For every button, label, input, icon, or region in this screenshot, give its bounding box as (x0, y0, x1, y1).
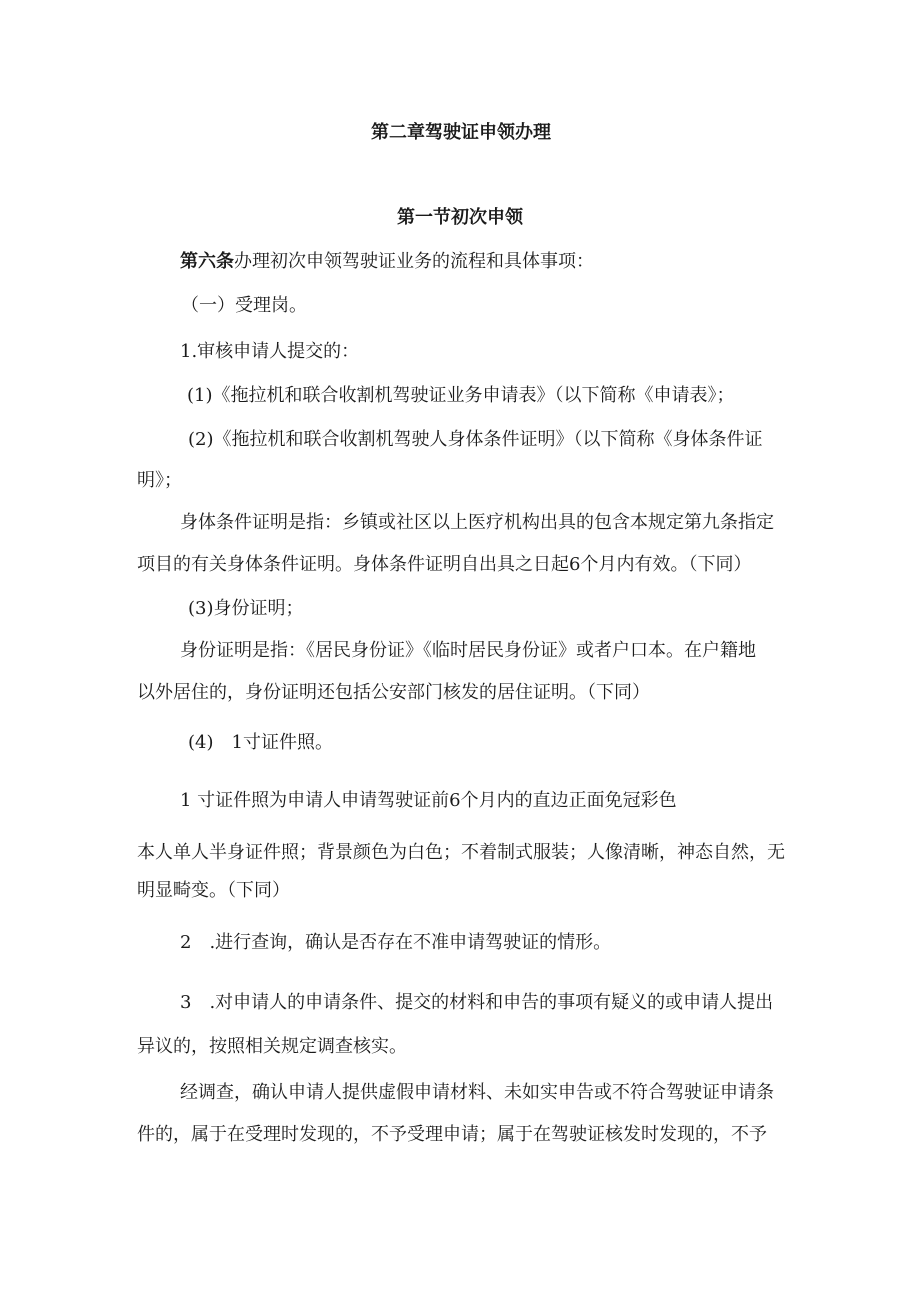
post-heading: （一）受理岗。 (181, 295, 307, 316)
id-note-line1: 身份证明是指：《居民身份证》《临时居民身份证》或者户口本。在户籍地 (180, 640, 756, 661)
investigation-line2: 件的，属于在受理时发现的，不予受理申请；属于在驾驶证核发时发现的，不予 (137, 1124, 767, 1145)
photo-note-line2: 本人单人半身证件照；背景颜色为白色；不着制式服装；人像清晰，神态自然，无 (137, 842, 785, 863)
article-6 (180, 250, 594, 274)
investigation-line1: 经调查，确认申请人提供虚假申请材料、未如实申告或不符合驾驶证申请条 (180, 1082, 774, 1103)
item-3-line2: 异议的，按照相关规定调查核实。 (137, 1036, 407, 1057)
photo-note-line1: 1 寸证件照为申请人申请驾驶证前6个月内的直边正面免冠彩色 (180, 790, 677, 811)
sub-item-4: (4) 1寸证件照。 (188, 732, 333, 753)
sub-item-2-line1: (2)《拖拉机和联合收割机驾驶人身体条件证明》（以下简称《身体条件证 (188, 429, 763, 450)
section-title: 第一节初次申领 (397, 207, 523, 228)
sub-item-3: (3)身份证明； (188, 598, 304, 619)
id-note-line2: 以外居住的，身份证明还包括公安部门核发的居住证明。（下同） (137, 682, 650, 703)
article-text: 办理初次申领驾驶证业务的流程和具体事项： (234, 251, 594, 272)
health-note-line1: 身体条件证明是指：乡镇或社区以上医疗机构出具的包含本规定第九条指定 (180, 512, 774, 533)
item-2: 2 .进行查询，确认是否存在不准申请驾驶证的情形。 (180, 932, 612, 953)
sub-item-2-line2: 明》； (137, 470, 182, 491)
item1-heading: 1.审核申请人提交的： (180, 341, 360, 362)
chapter-title: 第二章驾驶证申领办理 (371, 122, 551, 143)
sub-item-1: (1)《拖拉机和联合收割机驾驶证业务申请表》（以下简称《申请表》； (187, 385, 735, 406)
article-label: 第六条 (180, 251, 234, 272)
photo-note-line3: 明显畸变。（下同） (137, 880, 290, 901)
item-3-line1: 3 .对申请人的申请条件、提交的材料和申告的事项有疑义的或申请人提出 (180, 992, 774, 1013)
health-note-line2: 项目的有关身体条件证明。身体条件证明自出具之日起6个月内有效。（下同） (137, 554, 752, 575)
